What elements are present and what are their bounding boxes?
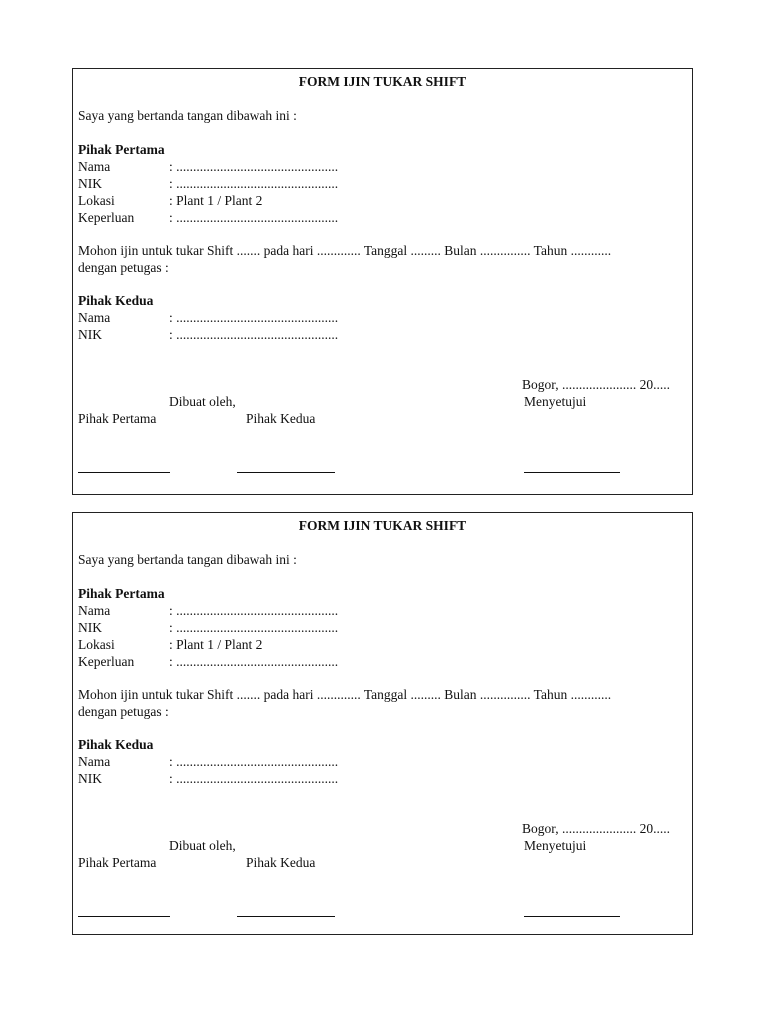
signature-line-approver[interactable] xyxy=(524,472,620,473)
party1-nik-field[interactable]: : ................................................ xyxy=(169,176,339,191)
request-line-2: dengan petugas : xyxy=(78,260,169,275)
party2-heading: Pihak Kedua xyxy=(78,293,154,308)
intro-text: Saya yang bertanda tangan dibawah ini : xyxy=(78,108,297,123)
party1-name-field[interactable]: : ................................................ xyxy=(169,159,339,174)
form-title: FORM IJIN TUKAR SHIFT xyxy=(298,74,467,89)
party1-purpose-field[interactable]: : ................................................ xyxy=(169,654,339,669)
party1-location-label: Lokasi xyxy=(78,637,115,652)
made-by-label: Dibuat oleh, xyxy=(169,838,236,853)
form-title: FORM IJIN TUKAR SHIFT xyxy=(298,518,467,533)
place-date: Bogor, ...................... 20..... xyxy=(522,821,670,836)
party1-location-field[interactable]: : Plant 1 / Plant 2 xyxy=(169,193,263,208)
party2-nik-label: NIK xyxy=(78,327,102,342)
party1-heading: Pihak Pertama xyxy=(78,586,165,601)
party1-purpose-label: Keperluan xyxy=(78,210,135,225)
form-ijin-tukar-shift-1 xyxy=(72,68,693,495)
party1-location-field[interactable]: : Plant 1 / Plant 2 xyxy=(169,637,263,652)
party2-name-label: Nama xyxy=(78,754,111,769)
signer-party2-label: Pihak Kedua xyxy=(246,411,316,426)
signer-party1-label: Pihak Pertama xyxy=(78,411,157,426)
made-by-label: Dibuat oleh, xyxy=(169,394,236,409)
party1-location-label: Lokasi xyxy=(78,193,115,208)
party1-nik-label: NIK xyxy=(78,620,102,635)
request-line: Mohon ijin untuk tukar Shift ....... pada hari ............. Tanggal ......... Bulan ............... Tahun ............ xyxy=(78,687,612,702)
party1-name-field[interactable]: : ................................................ xyxy=(169,603,339,618)
signature-line-party1[interactable] xyxy=(78,472,170,473)
signature-line-party2[interactable] xyxy=(237,472,335,473)
request-line: Mohon ijin untuk tukar Shift ....... pada hari ............. Tanggal ......... Bulan ............... Tahun ............ xyxy=(78,243,612,258)
party2-nik-field[interactable]: : ................................................ xyxy=(169,327,339,342)
party1-nik-field[interactable]: : ................................................ xyxy=(169,620,339,635)
intro-text: Saya yang bertanda tangan dibawah ini : xyxy=(78,552,297,567)
signature-line-party1[interactable] xyxy=(78,916,170,917)
party1-nik-label: NIK xyxy=(78,176,102,191)
place-date: Bogor, ...................... 20..... xyxy=(522,377,670,392)
party2-nik-field[interactable]: : ................................................ xyxy=(169,771,339,786)
party2-heading: Pihak Kedua xyxy=(78,737,154,752)
party2-name-field[interactable]: : ................................................ xyxy=(169,310,339,325)
signature-line-approver[interactable] xyxy=(524,916,620,917)
party2-name-field[interactable]: : ................................................ xyxy=(169,754,339,769)
signer-party2-label: Pihak Kedua xyxy=(246,855,316,870)
party2-name-label: Nama xyxy=(78,310,111,325)
signer-party1-label: Pihak Pertama xyxy=(78,855,157,870)
party2-nik-label: NIK xyxy=(78,771,102,786)
approve-label: Menyetujui xyxy=(524,394,587,409)
request-line-2: dengan petugas : xyxy=(78,704,169,719)
party1-name-label: Nama xyxy=(78,159,111,174)
party1-name-label: Nama xyxy=(78,603,111,618)
party1-purpose-label: Keperluan xyxy=(78,654,135,669)
approve-label: Menyetujui xyxy=(524,838,587,853)
form-ijin-tukar-shift-2 xyxy=(72,512,693,935)
signature-line-party2[interactable] xyxy=(237,916,335,917)
party1-heading: Pihak Pertama xyxy=(78,142,165,157)
party1-purpose-field[interactable]: : ................................................ xyxy=(169,210,339,225)
